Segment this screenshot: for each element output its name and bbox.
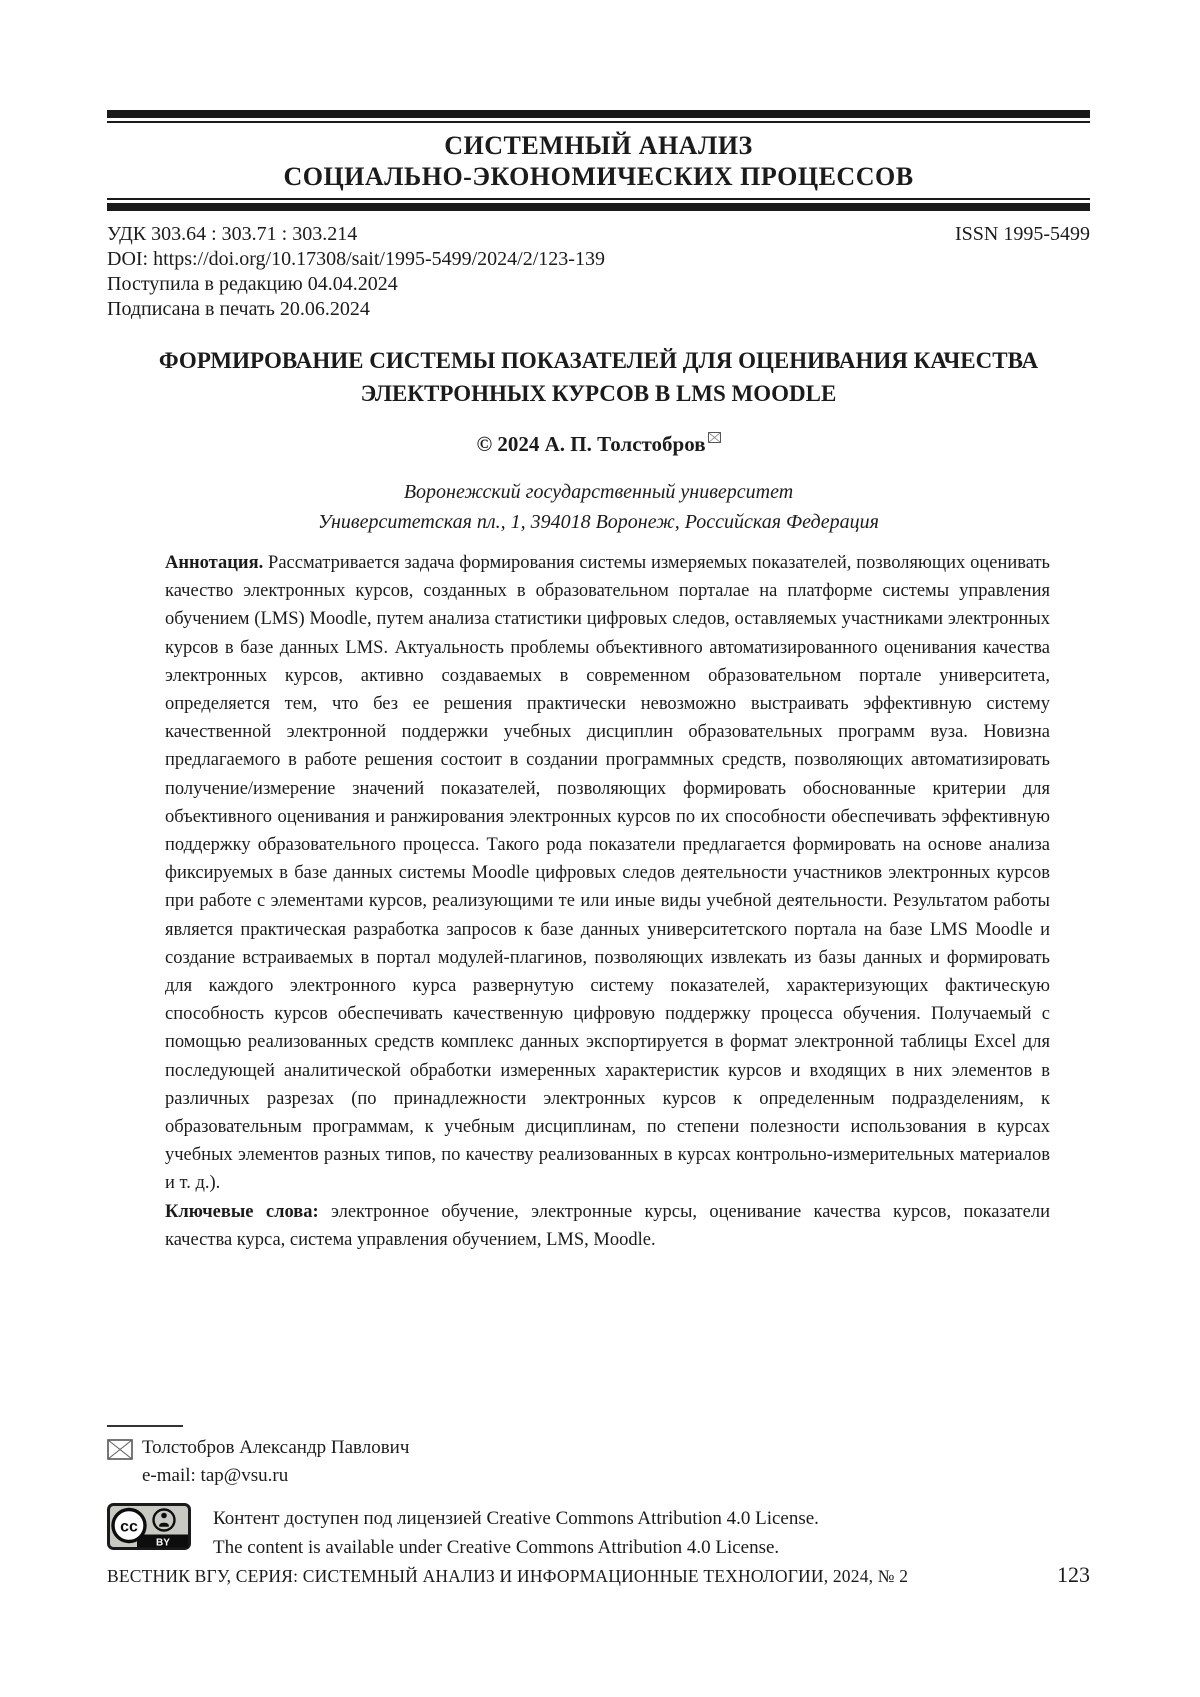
section-title	[107, 123, 1090, 198]
keywords-paragraph	[165, 1198, 1050, 1254]
keywords-text: электронное обучение, электронные курсы, оценивание качества курсов, показатели качества курса, система управления обучением, LMS, Moodle.	[165, 1201, 1050, 1250]
svg-text:cc: cc	[120, 1518, 138, 1536]
affiliation	[107, 477, 1090, 537]
keywords-label: Ключевые слова:	[165, 1201, 319, 1222]
issn-code: ISSN 1995-5499	[954, 223, 1090, 245]
abstract-block	[165, 549, 1050, 1254]
section-title-line2: СОЦИАЛЬНО-ЭКОНОМИЧЕСКИХ ПРОЦЕССОВ	[283, 162, 914, 191]
envelope-superscript-icon	[708, 424, 721, 449]
received-date: Поступила в редакцию 04.04.2024	[107, 273, 398, 295]
affiliation-address: Университетская пл., 1, 394018 Воронеж, Российская Федерация	[318, 511, 879, 533]
footnote-block	[107, 1425, 1090, 1562]
abstract-text: Рассматривается задача формирования системы измеряемых показателей, позволяющих оценивать качество электронных курсов, созданных в образовательном порталае на платформе системы управления обучением (LMS) Moodle, путем анализа статистики цифровых следов, оставляемых участниками электронных курсов в базе данных LMS. Актуальность проблемы объективного автоматизированного оценивания качества электронных курсов, активно создаваемых в современном образовательном портале университета, определяется тем, что без ее решения практически невозможно выстраивать эффективную систему качественной электронной поддержки учебных дисциплин образовательных программ вуза. Новизна предлагаемого в работе решения состоит в создании программных средств, позволяющих автоматизировать получение/измерение значений показателей, позволяющих формировать обоснованные критерии для объективного оценивания и ранжирования электронных курсов по их способности обеспечивать эффективную поддержку образовательного процесса. Такого рода показатели предлагается формировать на основе анализа фиксируемых в базе данных системы Moodle цифровых следов деятельности участников электронных курсов при работе с элементами курсов, реализующими те или иные виды учебной деятельности. Результатом работы является практическая разработка запросов к базе данных университетского портала на базе LMS Moodle и создание встраиваемых в портал модулей-плагинов, позволяющих извлекать из базы данных и формировать для каждого электронного курса развернутую систему показателей, характеризующих фактическую способность курсов обеспечивать качественную цифровую поддержку процесса обучения. Получаемый с помощью реализованных средств комплекс данных экспортируется в формат электронной таблицы Excel для последующей аналитической обработки измеренных характеристик курсов и входящих в них элементов в различных разрезах (по принадлежности электронных курсов к определенным подразделениям, к образовательным программам, к учебным дисциплинам, по степени полезности использования в курсах учебных элементов разных типов, по качеству реализованных в курсах контрольно-измерительных материалов и т. д.).	[165, 553, 1050, 1194]
banner-rule-bottom-thin	[107, 198, 1090, 200]
banner-rule-bottom-thick	[107, 203, 1090, 211]
license-text-en: The content is available under Creative Commons Attribution 4.0 License.	[213, 1537, 780, 1558]
banner-rule-top-thick	[107, 110, 1090, 118]
svg-text:BY: BY	[156, 1537, 170, 1549]
section-title-line1: СИСТЕМНЫЙ АНАЛИЗ	[444, 131, 753, 160]
byline-text: © 2024 А. П. Толстобров	[476, 432, 706, 456]
license-text	[213, 1504, 819, 1562]
author-email[interactable]: e-mail: tap@vsu.ru	[142, 1465, 289, 1486]
affiliation-university: Воронежский государственный университет	[403, 481, 794, 503]
corresponding-author-row	[107, 1437, 1090, 1460]
article-title: ФОРМИРОВАНИЕ СИСТЕМЫ ПОКАЗАТЕЛЕЙ ДЛЯ ОЦЕНИВАНИЯ КАЧЕСТВА ЭЛЕКТРОННЫХ КУРСОВ В LMS MOODLE	[158, 348, 1039, 406]
page-number: 123	[1057, 1562, 1090, 1587]
section-banner	[107, 110, 1090, 211]
udk-code: УДК 303.64 : 303.71 : 303.214	[107, 223, 358, 245]
article-byline	[107, 424, 1090, 457]
doi-link[interactable]: DOI: https://doi.org/10.17308/sait/1995-5499/2024/2/123-139	[107, 248, 605, 270]
page-content	[107, 110, 1090, 1254]
license-row	[107, 1503, 1090, 1562]
cc-by-badge-icon	[107, 1503, 191, 1550]
accepted-date: Подписана в печать 20.06.2024	[107, 298, 370, 320]
envelope-icon	[107, 1439, 133, 1460]
journal-title-line: ВЕСТНИК ВГУ, СЕРИЯ: СИСТЕМНЫЙ АНАЛИЗ И ИНФОРМАЦИОННЫЕ ТЕХНОЛОГИИ, 2024, № 2	[107, 1566, 909, 1586]
abstract-paragraph	[165, 549, 1050, 1198]
footnote-separator	[107, 1425, 183, 1427]
page-footer	[107, 1562, 1090, 1588]
corresponding-author-name: Толстобров Александр Павлович	[142, 1437, 410, 1458]
abstract-label: Аннотация.	[165, 553, 264, 573]
article-meta	[107, 222, 1090, 322]
license-text-ru: Контент доступен под лицензией Creative Commons Attribution 4.0 License.	[213, 1508, 819, 1529]
